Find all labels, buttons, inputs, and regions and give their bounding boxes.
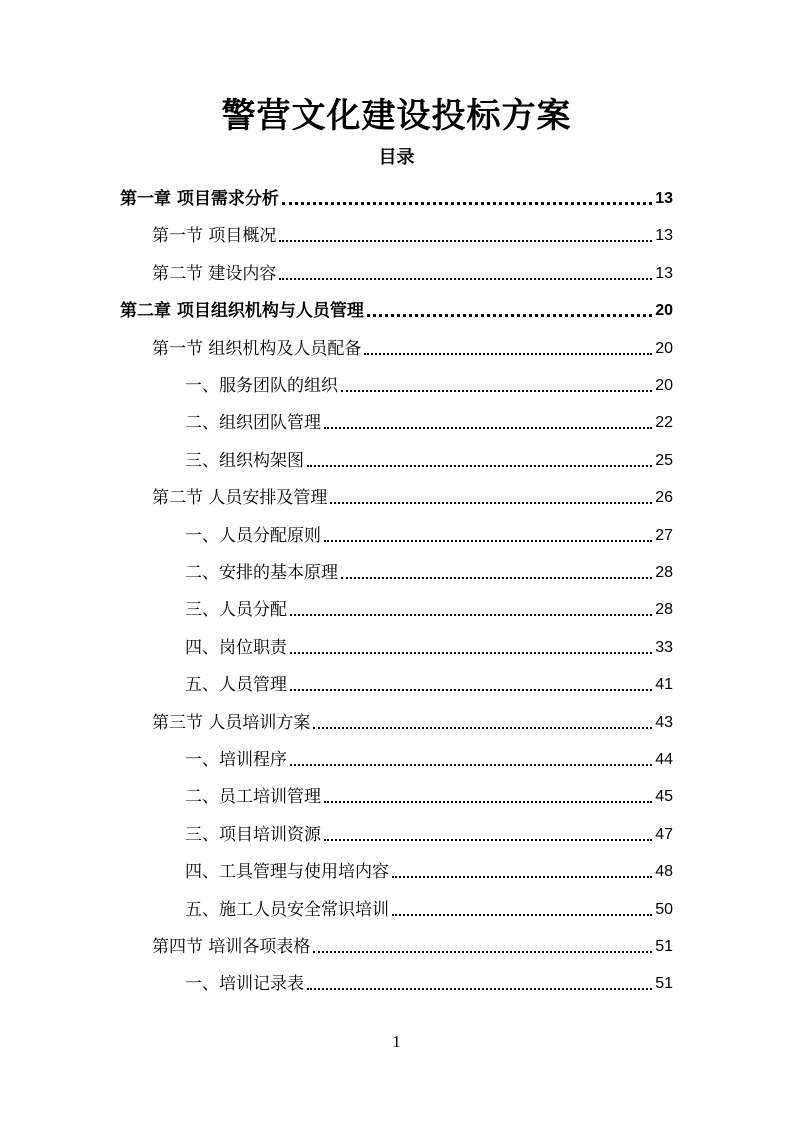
toc-entry-page: 22 [655,414,673,432]
toc-entry-page: 51 [655,938,673,955]
toc-entry-page: 33 [655,638,673,656]
document-title: 警营文化建设投标方案 [221,96,572,136]
toc-entry-page: 13 [655,264,673,282]
toc-entry[interactable] [185,816,673,846]
toc-leader-dots [367,314,652,317]
toc-entry[interactable] [185,554,673,584]
toc-entry[interactable] [185,666,673,696]
toc-leader-dots [324,427,652,429]
toc-entry[interactable] [152,255,673,285]
toc-entry-label: 三、人员分配 [185,600,287,621]
toc-leader-dots [290,689,652,691]
toc-entry-page: 20 [655,302,673,320]
toc-entry-page: 43 [655,713,673,731]
toc-entry-page: 26 [655,489,673,507]
toc-entry-label: 二、安排的基本原理 [185,563,338,583]
toc-entry[interactable] [185,591,673,621]
toc-entry-page: 44 [655,751,673,768]
toc-entry-label: 第二节 建设内容 [152,263,277,284]
toc-entry-label: 二、组织团队管理 [185,413,321,434]
toc-entry-label: 五、人员管理 [185,675,287,696]
toc-entry[interactable] [185,517,673,547]
toc-entry-page: 13 [655,227,673,245]
toc-leader-dots [279,240,652,242]
toc-leader-dots [330,502,652,504]
toc-entry-label: 四、岗位职责 [185,637,287,658]
page-number: 1 [392,1032,401,1051]
toc-entry-page: 47 [655,825,673,843]
toc-entry[interactable] [120,292,673,322]
toc-leader-dots [307,988,652,990]
toc-entry-label: 二、员工培训管理 [185,787,321,808]
toc-entry-label: 一、培训程序 [185,750,287,770]
toc-entry-label: 第二章 项目组织机构与人员管理 [120,301,364,322]
toc-entry[interactable] [185,778,673,808]
toc-leader-dots [290,652,652,654]
toc-entry-page: 20 [655,339,673,357]
toc-entry-page: 27 [655,526,673,544]
toc-leader-dots [392,876,652,878]
toc-entry-page: 50 [655,900,673,918]
toc-entry-label: 第三节 人员培训方案 [152,712,311,733]
toc-entry-label: 五、施工人员安全常识培训 [185,899,389,920]
toc-entry[interactable] [152,479,673,509]
toc-entry-page: 28 [655,564,673,581]
toc-entry-label: 第一章 项目需求分析 [120,189,279,209]
toc-leader-dots [282,202,652,205]
toc-entry[interactable] [185,891,673,921]
toc-entry-label: 一、培训记录表 [185,974,304,995]
toc-leader-dots [324,801,652,803]
toc-entry-page: 45 [655,788,673,806]
toc-entry-label: 第一节 项目概况 [152,226,277,247]
toc-leader-dots [341,390,652,392]
toc-entry-label: 四、工具管理与使用培内容 [185,862,389,883]
toc-entry[interactable] [120,180,673,210]
toc-leader-dots [324,839,652,841]
toc-leader-dots [324,540,652,542]
toc-leader-dots [313,951,652,953]
toc-entry[interactable] [185,404,673,434]
toc-entry-page: 41 [655,676,673,694]
toc-entry[interactable] [152,330,673,360]
toc-leader-dots [307,465,652,467]
toc-entry-label: 第四节 培训各项表格 [152,937,311,957]
toc-entry[interactable] [152,217,673,247]
toc-leader-dots [392,914,652,916]
toc-leader-dots [279,278,652,280]
toc-entry-page: 48 [655,863,673,881]
toc-entry-label: 一、人员分配原则 [185,525,321,546]
toc-entry-label: 三、项目培训资源 [185,824,321,845]
toc-leader-dots [341,577,652,579]
toc-leader-dots [290,764,652,766]
toc-heading: 目录 [378,147,415,168]
toc-entry[interactable] [152,928,673,958]
toc-entry-page: 28 [655,601,673,619]
toc-entry-label: 三、组织构架图 [185,450,304,471]
toc-entry[interactable] [185,965,673,995]
toc-entry[interactable] [185,367,673,397]
toc-leader-dots [313,727,652,729]
toc-entry[interactable] [185,741,673,771]
toc-entry-page: 20 [655,377,673,394]
toc-entry-page: 51 [655,975,673,993]
toc-entry-label: 第一节 组织机构及人员配备 [152,338,362,359]
toc-entry-page: 13 [655,190,673,207]
toc-entry-page: 25 [655,451,673,469]
toc-entry[interactable] [185,442,673,472]
toc-leader-dots [290,614,652,616]
toc-entry-label: 一、服务团队的组织 [185,376,338,396]
toc-entry[interactable] [152,704,673,734]
toc-entry[interactable] [185,629,673,659]
toc-entry-label: 第二节 人员安排及管理 [152,488,328,509]
toc-leader-dots [364,353,652,355]
toc-entry[interactable] [185,853,673,883]
